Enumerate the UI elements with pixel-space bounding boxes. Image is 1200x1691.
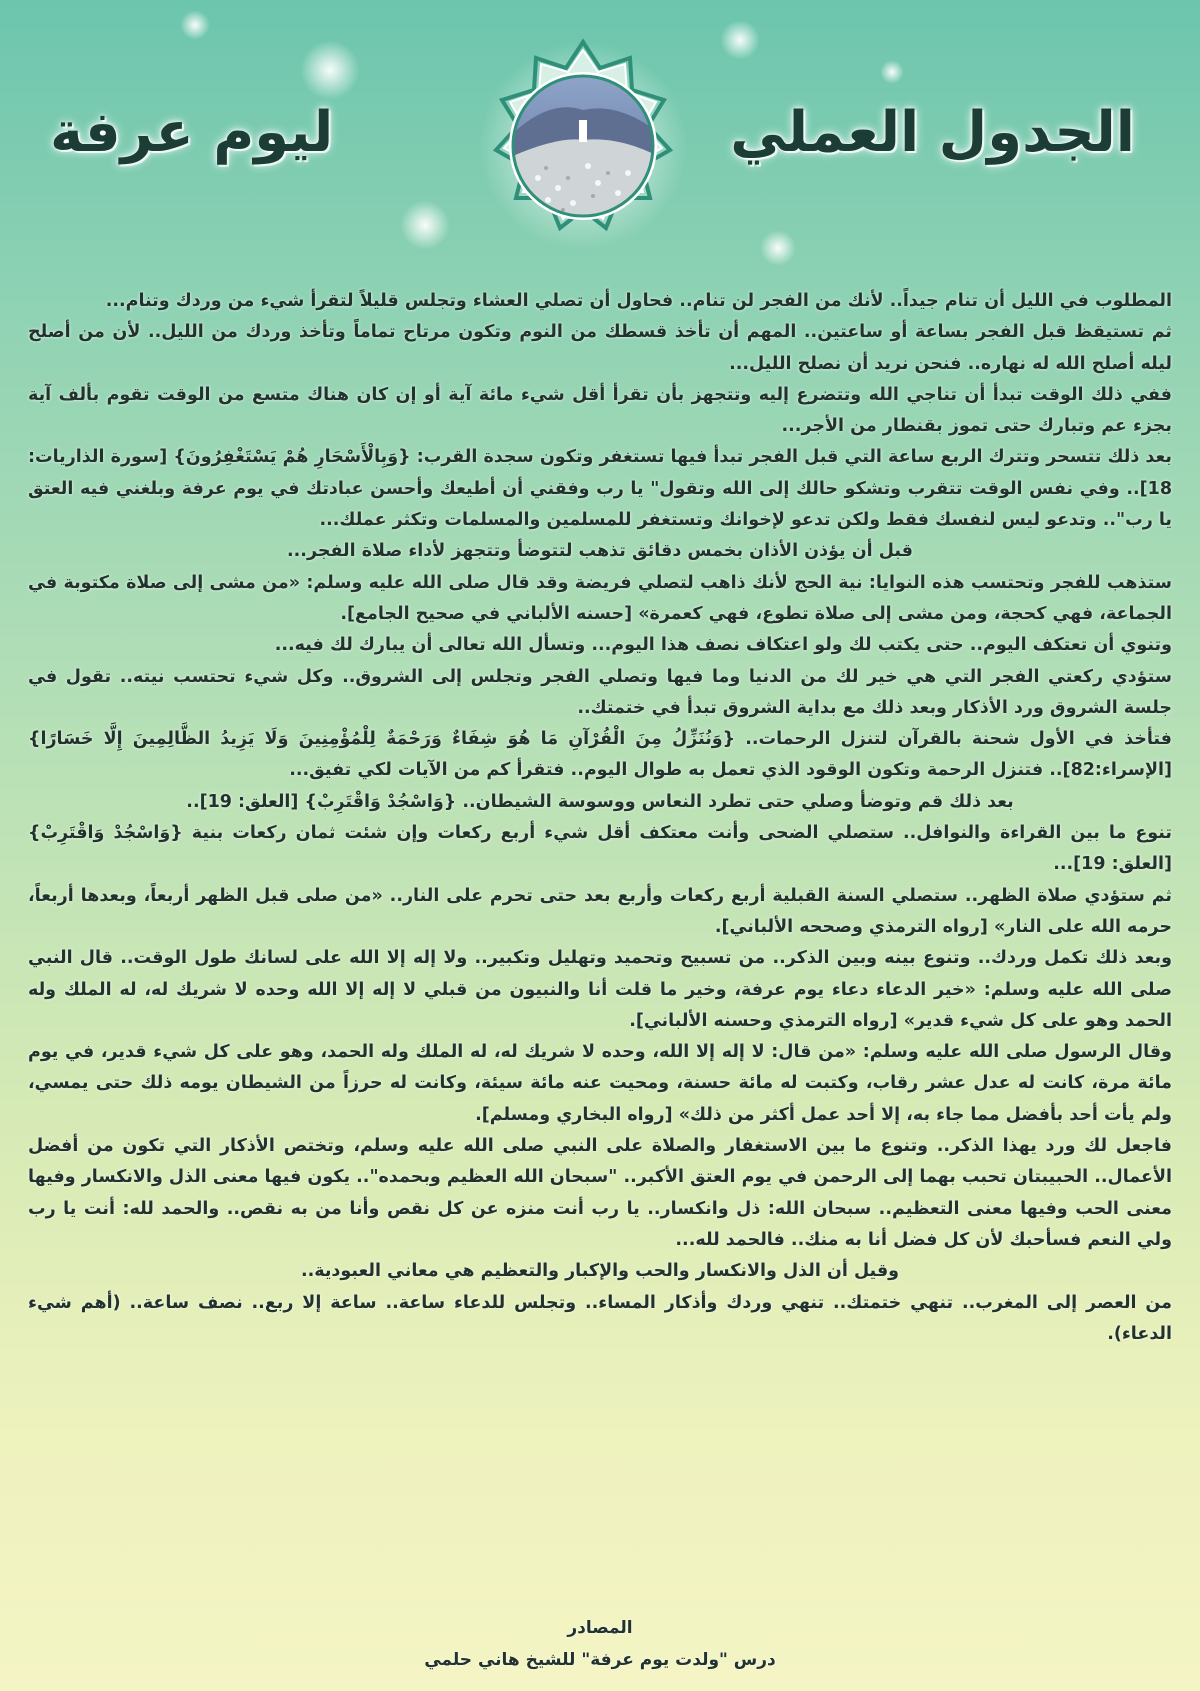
- paragraph: وتنوي أن تعتكف اليوم.. حتى يكتب لك ولو اعتكاف نصف هذا اليوم... وتسأل الله تعالى أن يبارك لك فيه...: [274, 635, 1172, 656]
- page-title-secondary: ليوم عرفة: [50, 100, 334, 165]
- paragraph: ستذهب للفجر وتحتسب هذه النوايا: نية الحج لأنك ذاهب لتصلي فريضة وقد قال صلى الله عليه وسلم: «من مشى إلى صلاة مكتوبة في الجماعة، فهي كحجة، ومن مشى إلى صلاة تطوع، فهي كعمرة» [حسنه الألباني في صحيح الجامع].: [28, 572, 1172, 624]
- page-title: الجدول العملي: [730, 100, 1135, 165]
- paragraph: ثم ستؤدي صلاة الظهر.. ستصلي السنة القبلية أربع ركعات وأربع بعد حتى تحرم على النار.. «من صلى قبل الظهر أربعاً، وبعدها أربعاً، حرمه الله على النار» [رواه الترمذي وصححه الألباني].: [28, 885, 1172, 937]
- header: [0, 0, 1200, 275]
- paragraph: المطلوب في الليل أن تنام جيداً.. لأنك من الفجر لن تنام.. فحاول أن تصلي العشاء وتجلس قليلاً لتقرأ شيء من وردك وتنام...: [105, 291, 1172, 311]
- document-body: [28, 286, 1172, 1350]
- paragraph: ستؤدي ركعتي الفجر التي هي خير لك من الدنيا وما فيها وتصلي الفجر وتجلس إلى الشروق.. وكل شيء تحتسب نيته.. تقول في جلسة الشروق ورد الأذكار وبعد ذلك مع بداية الشروق تبدأ في ختمتك..: [28, 666, 1172, 718]
- paragraph: وبعد ذلك تكمل وردك.. وتنوع بينه وبين الذكر.. من تسبيح وتحميد وتهليل وتكبير.. ولا إله إلا الله على لسانك طول الوقت.. قال النبي صلى الله عليه وسلم: «خير الدعاء دعاء يوم عرفة، وخير ما قلت أنا والنبيون من قبلي لا إله إلا الله وحده لا شريك له، له الملك وله الحمد وهو على كل شيء قدير» [رواه الترمذي وحسنه الألباني].: [28, 948, 1172, 1031]
- sources-line: درس "ولدت يوم عرفة" للشيخ هاني حلمي: [424, 1650, 776, 1670]
- paragraph: بعد ذلك تتسحر وتترك الربع ساعة التي قبل الفجر تبدأ فيها تستغفر وتكون سجدة القرب: {وَبِالْأَسْحَارِ هُمْ يَسْتَغْفِرُونَ} [سورة الذاريات: 18].. وفي نفس الوقت تتقرب وتشكو حالك إلى الله وتقول" يا رب وفقني أن أطيعك وأحسن عبادتك في يوم عرفة وبلغني فيه العتق يا رب".. وتدعو ليس لنفسك فقط ولكن تدعو لإخوانك وتستغفر للمسلمين والمسلمات وتكثر عملك...: [28, 447, 1172, 531]
- paragraph: فتأخذ في الأول شحنة بالقرآن لتنزل الرحمات.. {وَنُنَزِّلُ مِنَ الْقُرْآنِ مَا هُوَ شِفَاءٌ وَرَحْمَةٌ لِلْمُؤْمِنِينَ وَلَا يَزِيدُ الظَّالِمِينَ إِلَّا خَسَارًا} [الإسراء:82].. فتنزل الرحمة وتكون الوقود الذي تعمل به طوال اليوم.. فتقرأ كم من الآيات لكي تفيق...: [28, 729, 1172, 781]
- arafat-emblem: [478, 28, 688, 258]
- paragraph: من العصر إلى المغرب.. تنهي ختمتك.. تنهي وردك وأذكار المساء.. وتجلس للدعاء ساعة.. ساعة إلا ربع.. نصف ساعة.. (أهم شيء الدعاء).: [28, 1292, 1172, 1344]
- paragraph: ففي ذلك الوقت تبدأ أن تناجي الله وتتضرع إليه وتتجهز بأن تقرأ أقل شيء مائة آية أو إن كان هناك متسع من الوقت تقوم بألف آية بجزء عم وتبارك حتى تموز بقنطار من الأجر...: [28, 384, 1172, 437]
- paragraph: قبل أن يؤذن الأذان بخمس دقائق تذهب لتتوضأ وتتجهز لأداء صلاة الفجر...: [287, 541, 913, 562]
- paragraph: وقال الرسول صلى الله عليه وسلم: «من قال: لا إله إلا الله، وحده لا شريك له، له الملك وله الحمد، وهو على كل شيء قدير، في يوم مائة مرة، كانت له عدل عشر رقاب، وكتبت له مائة حسنة، ومحيت عنه مائة سيئة، وكانت له حرزاً من الشيطان يومه ذلك حتى يمسي، ولم يأت أحد بأفضل مما جاء به، إلا أحد عمل أكثر من ذلك» [رواه البخاري ومسلم].: [28, 1042, 1172, 1125]
- paragraph: ثم تستيقظ قبل الفجر بساعة أو ساعتين.. المهم أن تأخذ قسطك من النوم وتكون مرتاح تماماً وتأخذ وردك من الليل.. لأن من أصلح ليله أصلح الله له نهاره.. فنحن نريد أن نصلح الليل...: [28, 322, 1172, 374]
- paragraph: تنوع ما بين القراءة والنوافل.. ستصلي الضحى وأنت معتكف أقل شيء أربع ركعات وإن شئت ثمان ركعات بنية {وَاسْجُدْ وَاقْتَرِبْ} [العلق: 19]...: [28, 823, 1172, 875]
- sources-heading: المصادر: [567, 1618, 633, 1638]
- paragraph: بعد ذلك قم وتوضأ وصلي حتى تطرد النعاس ووسوسة الشيطان.. {وَاسْجُدْ وَاقْتَرِبْ} [العلق: 19]..: [186, 791, 1014, 812]
- paragraph: فاجعل لك ورد يهذا الذكر.. وتنوع ما بين الاستغفار والصلاة على النبي صلى الله عليه وسلم، وتختص الأذكار التي تكون من أفضل الأعمال.. الحبيبتان تحبب بهما إلى الرحمن في يوم العتق الأكبر.. "سبحان الله العظيم وبحمده".. يكون فيها معنى الذل والانكسار وفيها معنى الحب وفيها معنى التعظيم.. سبحان الله: ذل وانكسار.. يا رب أنت منزه عن كل نقص وأنا من به نقص.. والحمد لله: أنت يا رب ولي النعم فسأحبك لأن كل فضل أنا به منك.. فالحمد لله...: [28, 1136, 1172, 1250]
- paragraph: وقيل أن الذل والانكسار والحب والإكبار والتعظيم هي معاني العبودية..: [300, 1261, 900, 1282]
- sources-section: [0, 1612, 1200, 1676]
